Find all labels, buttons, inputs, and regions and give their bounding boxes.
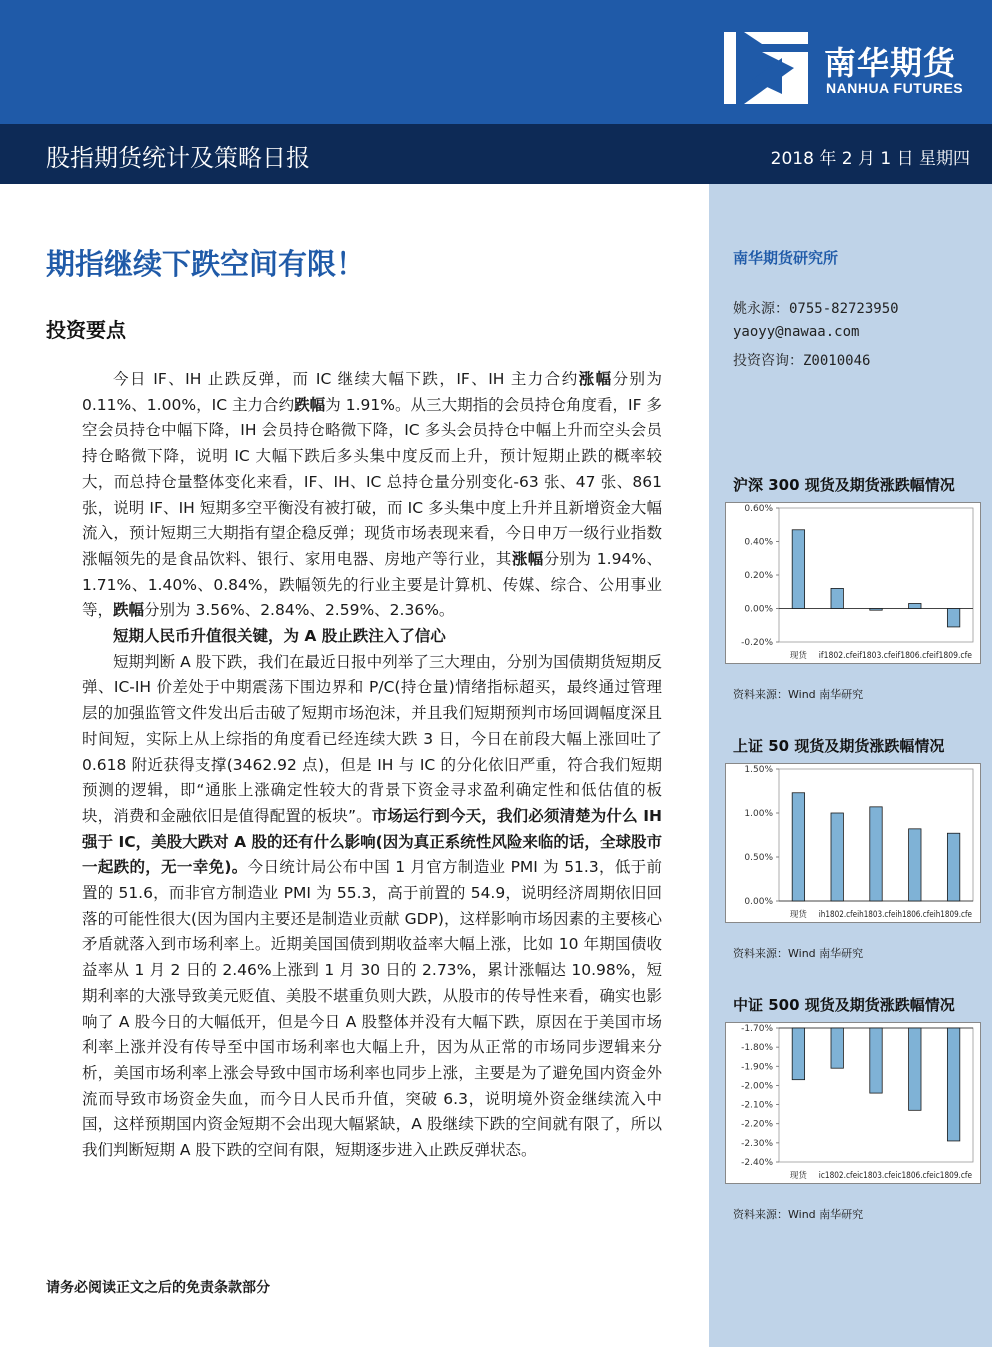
text-run: 今日 IF、IH 止跌反弹，而 IC 继续大幅下跌，IF、IH 主力合约 bbox=[113, 370, 579, 388]
analyst-email[interactable]: yaoyy@nawaa.com bbox=[733, 324, 860, 340]
x-tick-label: 现货 bbox=[789, 910, 807, 920]
y-tick-label: -2.40% bbox=[741, 1158, 773, 1168]
text-run: 分别为 0.11%、1.00%，IC 主力合约 bbox=[82, 370, 662, 414]
bar-if1806.cfe bbox=[909, 603, 921, 608]
text-run: 为 1.91%。从三大期指的会员持仓角度看，IF 多空会员持仓中幅下降，IH 会员持仓略微下降，IC 多头会员持仓中幅上升而空头会员持仓略微下降，说明 IC 大幅下跌后多头集中度反而上升，预计短期止跌的概率较大，而总持仓量整体变化来看，IF、IH、IC 总持仓量分别变化-63 张、47 张、861 张，说明 IF、IH 短期多空平衡没有被打破，而 IC 多头集中度上升并且新增资金大幅流入，预计短期三大期指有望企稳反弹；现货市场表现来看，今日申万一级行业指数涨幅领先的是食品饮料、银行、家用电器、房地产等行业，其 bbox=[82, 395, 662, 568]
chart-source: 资料来源：Wind 南华研究 bbox=[733, 688, 864, 701]
y-tick-label: 0.60% bbox=[744, 504, 773, 514]
license-number: 投资咨询：Z0010046 bbox=[733, 353, 871, 369]
bar-ih1802.cfe bbox=[831, 813, 843, 901]
chart-source: 资料来源：Wind 南华研究 bbox=[733, 1208, 864, 1221]
y-tick-label: 1.50% bbox=[744, 765, 773, 775]
text-run-bold: 跌幅 bbox=[113, 601, 145, 620]
research-institute: 南华期货研究所 bbox=[733, 249, 839, 267]
y-tick-label: -2.20% bbox=[741, 1119, 773, 1130]
report-title-bar bbox=[0, 124, 992, 184]
chart-title: 中证 500 现货及期货涨跌幅情况 bbox=[733, 996, 955, 1014]
y-tick-label: -1.80% bbox=[741, 1043, 773, 1054]
y-tick-label: -2.00% bbox=[741, 1081, 773, 1092]
headline: 期指继续下跌空间有限！ bbox=[46, 247, 366, 281]
text-run: 分别为 3.56%、2.84%、2.59%、2.36%。 bbox=[144, 601, 455, 620]
paragraph-2 bbox=[82, 650, 662, 1164]
bar-现货 bbox=[792, 530, 804, 609]
bar-ih1806.cfe bbox=[909, 829, 921, 901]
bar-if1802.cfe bbox=[831, 588, 843, 608]
nanhua-logo-icon bbox=[722, 28, 814, 108]
header-band bbox=[0, 0, 992, 124]
text-run-bold: 跌幅 bbox=[294, 395, 326, 414]
bar-if1809.cfe bbox=[947, 609, 959, 627]
y-tick-label: 1.00% bbox=[744, 809, 773, 819]
report-date: 2018 年 2 月 1 日 星期四 bbox=[770, 149, 970, 169]
sidebar bbox=[709, 184, 992, 1347]
x-tick-labels: ic1802.cfeic1803.cfeic1806.cfeic1809.cfe bbox=[818, 1171, 972, 1181]
y-tick-label: -2.10% bbox=[741, 1100, 773, 1111]
subheading: 短期人民币升值很关键，为 A 股止跌注入了信心 bbox=[113, 627, 446, 646]
brand-logo bbox=[722, 28, 984, 108]
section-title: 投资要点 bbox=[46, 318, 126, 342]
bar-ic1806.cfe bbox=[909, 1028, 921, 1110]
disclaimer-note: 请务必阅读正文之后的免责条款部分 bbox=[46, 1280, 270, 1296]
paragraph-1 bbox=[82, 367, 662, 624]
chart-zz500 bbox=[725, 994, 985, 1224]
x-tick-labels: if1802.cfeif1803.cfeif1806.cfeif1809.cfe bbox=[818, 651, 972, 661]
x-tick-label: 现货 bbox=[789, 1171, 807, 1181]
y-tick-label: -1.90% bbox=[741, 1062, 773, 1073]
analyst-phone: 姚永源：0755-82723950 bbox=[733, 301, 899, 317]
x-tick-labels: ih1802.cfeih1803.cfeih1806.cfeih1809.cfe bbox=[818, 910, 972, 920]
chart-hs300-svg bbox=[725, 502, 981, 664]
text-run-bold: 涨幅 bbox=[578, 370, 613, 388]
chart-title: 上证 50 现货及期货涨跌幅情况 bbox=[733, 737, 945, 755]
y-tick-label: 0.00% bbox=[744, 897, 773, 907]
body-text bbox=[82, 367, 662, 1164]
brand-name-en: NANHUA FUTURES bbox=[826, 80, 964, 96]
y-tick-label: 0.40% bbox=[744, 537, 773, 548]
chart-source: 资料来源：Wind 南华研究 bbox=[733, 947, 864, 960]
report-name: 股指期货统计及策略日报 bbox=[46, 144, 310, 172]
bar-ih1809.cfe bbox=[947, 833, 959, 901]
bar-ic1802.cfe bbox=[831, 1028, 843, 1068]
chart-sz50 bbox=[725, 735, 985, 965]
text-run: 短期判断 A 股下跌，我们在最近日报中列举了三大理由，分别为国债期货短期反弹、IC-IH 价差处于中期震荡下围边界和 P/C(持仓量)情绪指标超买，最终通过管理层的加强监管文件发出后击破了短期市场泡沫，并且我们短期预判市场回调幅度深且时间短，实际上从上综指的角度看已经连续大跌 3 日，今日在前段大幅上涨回吐了 0.618 附近获得支撑(3462.92 点)，但是 IH 与 IC 的分化依旧严重，符合我们短期预测的逻辑，即“通胀上涨确定性较大的背景下资金寻求盈利确定性和低估值的板块，消费和金融依旧是值得配置的板块”。 bbox=[82, 652, 662, 825]
chart-sz50-svg bbox=[725, 763, 981, 923]
y-tick-label: 0.50% bbox=[744, 853, 773, 863]
chart-title: 沪深 300 现货及期货涨跌幅情况 bbox=[733, 476, 955, 494]
chart-zz500-svg bbox=[725, 1022, 981, 1184]
bar-if1803.cfe bbox=[870, 609, 882, 611]
text-run: 今日统计局公布中国 1 月官方制造业 PMI 为 51.3，低于前置的 51.6，而非官方制造业 PMI 为 55.3，高于前置的 54.9，说明经济周期依旧回落的可能性很大(因为国内主要还是制造业贡献 GDP)，这样影响市场因素的主要核心矛盾就落入到市场利率上。近期美国国债到期收益率大幅上涨，比如 10 年期国债收益率从 1 月 2 日的 2.46%上涨到 1 月 30 日的 2.73%，累计涨幅达 10.98%，短期利率的大涨导致美元贬值、美股不堪重负则大跌，从股市的传导性来看，确实也影响了 A 股今日的大幅低开，但是今日 A 股整体并没有大幅下跌，原因在于美国市场利率上涨并没有传导至中国市场利率也大幅上升，因为从正常的市场同步逻辑来分析，美国市场利率上涨会导致中国市场利率也同步上涨，主要是为了避免国内资金外流而导致市场资金失血，而今日人民币升值，突破 6.3，说明境外资金继续流入中国，这样预期国内资金短期不会出现大幅紧缺，A 股继续下跌的空间就有限了，所以我们判断短期 A 股下跌的空间有限，短期逐步进入止跌反弹状态。 bbox=[82, 858, 662, 1160]
y-tick-label: 0.20% bbox=[744, 571, 773, 581]
bar-ic1809.cfe bbox=[947, 1028, 959, 1141]
y-tick-label: -1.70% bbox=[741, 1024, 773, 1034]
bar-现货 bbox=[792, 1028, 804, 1080]
text-run-bold: 涨幅 bbox=[511, 549, 544, 568]
y-tick-label: 0.00% bbox=[744, 604, 773, 615]
bar-ic1803.cfe bbox=[870, 1028, 882, 1093]
y-tick-label: -0.20% bbox=[741, 638, 773, 648]
brand-name-cn: 南华期货 bbox=[824, 44, 957, 82]
bar-现货 bbox=[792, 793, 804, 901]
bar-ih1803.cfe bbox=[870, 807, 882, 901]
text-run-bold: 市场运行到今天，我们必须清楚为什么 IH 强于 IC，美股大跌对 A 股的还有什么影响(因为真正系统性风险来临的话，全球股市一起跌的，无一幸免)。 bbox=[82, 806, 662, 877]
chart-hs300 bbox=[725, 474, 985, 704]
x-tick-label: 现货 bbox=[789, 651, 807, 661]
text-run: 分别为 1.94%、1.71%、1.40%、0.84%，跌幅领先的行业主要是计算机、传媒、综合、公用事业等， bbox=[82, 549, 662, 620]
y-tick-label: -2.30% bbox=[741, 1138, 773, 1149]
